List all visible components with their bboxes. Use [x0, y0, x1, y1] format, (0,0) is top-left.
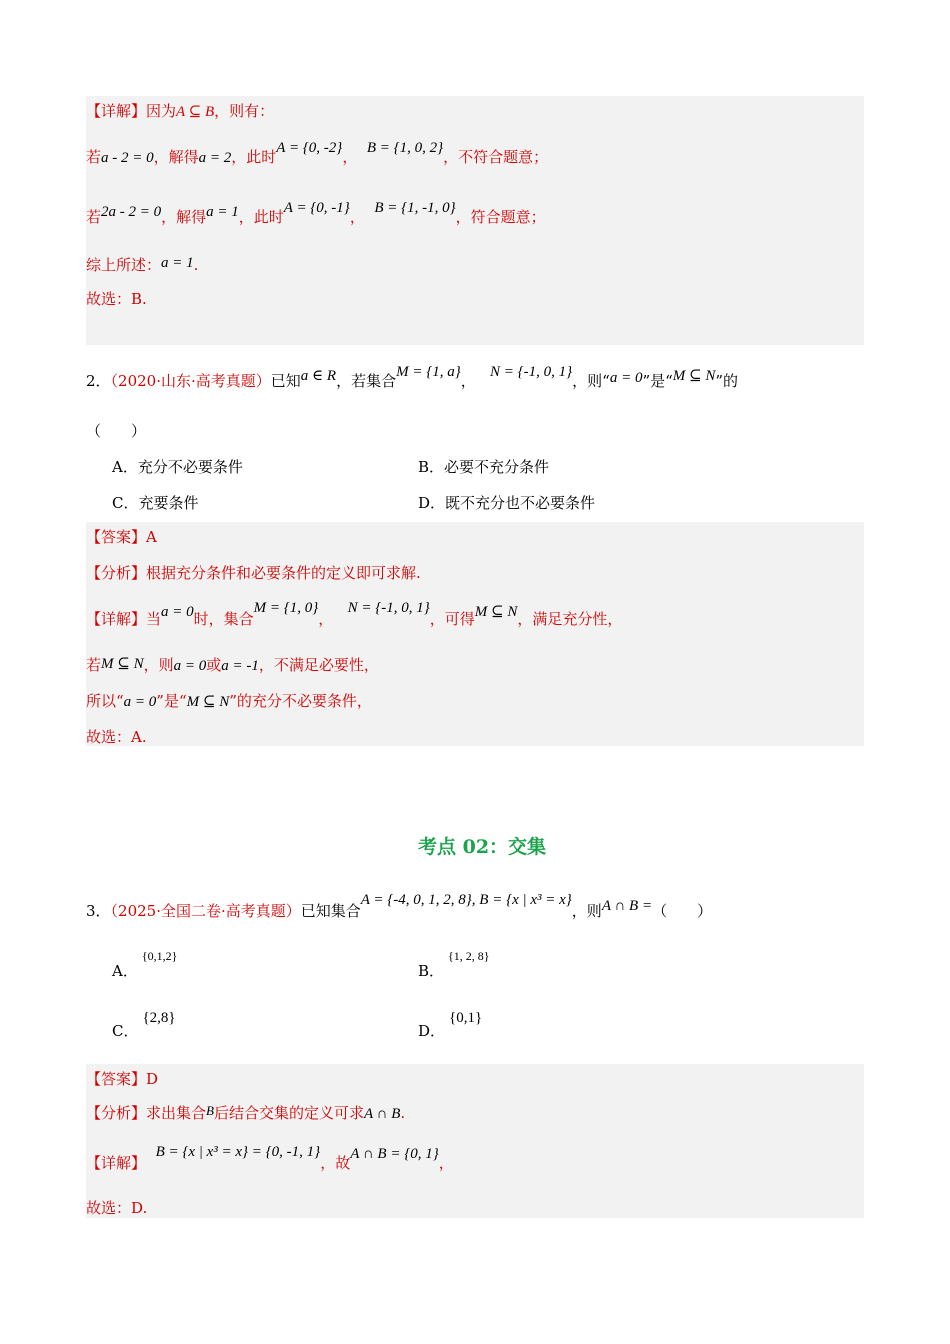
intersection-result: A ∩ B = {0, 1} [350, 1146, 439, 1162]
solution-box-2 [86, 522, 864, 746]
analysis-line: 【分析】求出集合B后结合交集的定义可求A ∩ B. [86, 1103, 406, 1122]
question-number: 3． [86, 902, 111, 920]
option-b[interactable]: B．$^{\{1, 2, 8\}}$ [418, 949, 490, 980]
option-a[interactable]: A．充分不必要条件 [112, 458, 243, 476]
option-c[interactable]: C．充要条件 [112, 494, 199, 512]
set-definition: A = {-4, 0, 1, 2, 8}, B = {x | x³ = x} [360, 892, 572, 908]
question-3: 3．（2025·全国二卷·高考真题）已知集合A = {-4, 0, 1, 2, 8}, B = {x | x³ = x}，则A ∩ B =（ ） [86, 892, 713, 920]
option-d[interactable]: D．{0,1} [418, 1010, 483, 1040]
question-number: 2． [86, 372, 111, 390]
answer-parentheses: （ ） [86, 422, 147, 440]
option-d[interactable]: D．既不充分也不必要条件 [418, 494, 596, 512]
set-a: A = {0, -1} [283, 200, 350, 216]
section-heading: 考点 02：交集 [418, 836, 547, 858]
detail-line-2: 若M ⊆ N，则a = 0或a = -1，不满足必要性， [86, 656, 379, 674]
detail-line-3: 若2a - 2 = 0，解得a = 1，此时A = {0, -1}， B = {1, -1, 0}，符合题意； [86, 200, 546, 226]
answer-value: A [146, 528, 157, 546]
set-b: B = {1, -1, 0} [374, 200, 456, 216]
analysis-line: 【分析】根据充分条件和必要条件的定义即可求解. [86, 564, 421, 582]
detail-line-1: 【详解】因为A ⊆ B，则有： [86, 102, 275, 120]
option-b[interactable]: B．必要不充分条件 [418, 458, 550, 476]
option-a[interactable]: A．$^{\{0,1,2\}}$ [112, 949, 178, 980]
set-b: B = {1, 0, 2} [366, 140, 444, 156]
set-a: A = {0, -2} [276, 140, 343, 156]
question-source: （2025·全国二卷·高考真题） [110, 902, 301, 920]
option-c[interactable]: C．{2,8} [112, 1010, 176, 1040]
detail-line-2: 若a - 2 = 0，解得a = 2，此时A = {0, -2}， B = {1, 0, 2}，不符合题意； [86, 140, 549, 166]
detail-line: 【详解】当a = 0时，集合M = {1, 0}， N = {-1, 0, 1}，可得M ⊆ N，满足充分性， [86, 600, 623, 628]
final-answer-3: 故选：D. [86, 1199, 148, 1217]
answer-line: 【答案】A [86, 528, 157, 546]
question-source: （2020·山东·高考真题） [110, 372, 271, 390]
answer-value: D [146, 1070, 159, 1088]
final-answer-2: 故选：A. [86, 728, 147, 746]
set-m: M = {1, a} [396, 364, 461, 380]
answer-line: 【答案】D [86, 1070, 159, 1088]
math-subset: A ⊆ B [176, 104, 215, 120]
set-n: N = {-1, 0, 1} [490, 364, 573, 380]
detail-line-3: 所以“a = 0”是“M ⊆ N”的充分不必要条件， [86, 692, 372, 710]
set-b-solution: B = {x | x³ = x} = {0, -1, 1} [155, 1144, 321, 1160]
detail-line-4: 综上所述：a = 1. [86, 255, 199, 274]
detail-line: 【详解】 B = {x | x³ = x} = {0, -1, 1}，故A ∩ B = {0, 1}， [86, 1144, 454, 1172]
solution-box-3 [86, 1064, 864, 1218]
final-answer-1: 故选：B. [86, 290, 147, 308]
detail-tag: 【详解】 [86, 102, 147, 120]
question-2: 2．（2020·山东·高考真题）已知a ∈ R，若集合M = {1, a}， N = {-1, 0, 1}，则“a = 0”是“M ⊆ N”的 [86, 364, 739, 390]
